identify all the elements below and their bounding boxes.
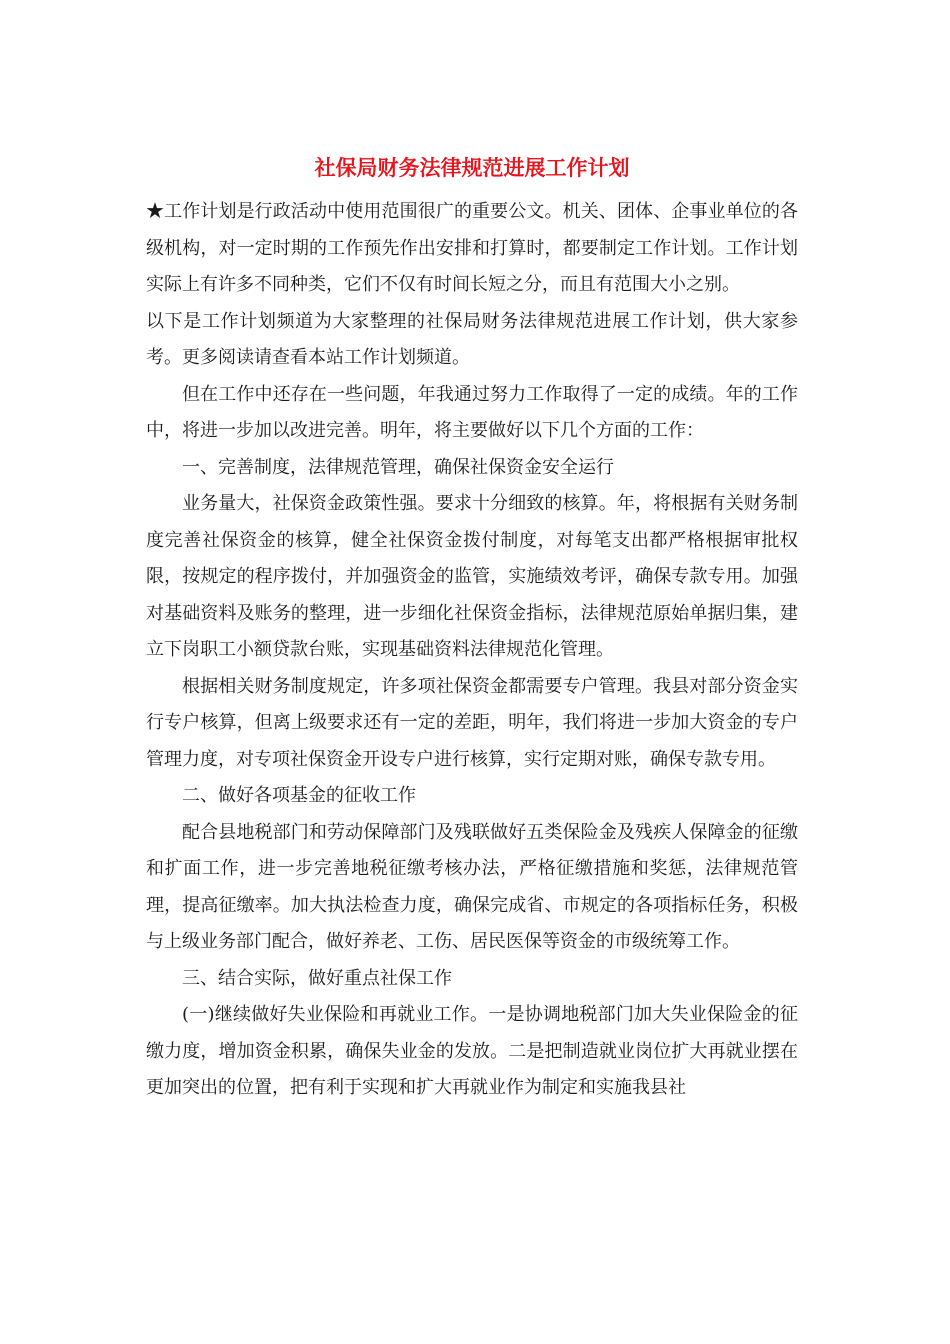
section-heading-1: 一、完善制度，法律规范管理，确保社保资金安全运行: [182, 456, 614, 478]
paragraph-section-1-b: 根据相关财务制度规定，许多项社保资金都需要专户管理。我县对部分资金实行专户核算，但离上级要求还有一定的差距，明年，我们将进一步加大资金的专户管理力度，对专项社保资金开设专户进行核算，实行定期对账，确保专款专用。: [146, 675, 798, 770]
section-heading-3: 三、结合实际，做好重点社保工作: [182, 967, 452, 989]
section-heading-2: 二、做好各项基金的征收工作: [182, 785, 416, 806]
document-body: [146, 150, 798, 1107]
paragraph-overview: 但在工作中还存在一些问题，年我通过努力工作取得了一定的成绩。年的工作中，将进一步加以改进完善。明年，将主要做好以下几个方面的工作：: [146, 383, 798, 441]
paragraph-intro: ★工作计划是行政活动中使用范围很广的重要公文。机关、团体、企事业单位的各级机构，对一定时期的工作预先作出安排和打算时，都要制定工作计划。工作计划实际上有许多不同种类，它们不仅有时间长短之分，而且有范围大小之别。: [146, 201, 798, 295]
paragraph-source-note: 以下是工作计划频道为大家整理的社保局财务法律规范进展工作计划，供大家参考。更多阅读请查看本站工作计划频道。: [146, 310, 798, 368]
document-title: 社保局财务法律规范进展工作计划: [314, 155, 630, 180]
paragraph-section-3-a: (一)继续做好失业保险和再就业工作。一是协调地税部门加大失业保险金的征缴力度，增加资金积累，确保失业金的发放。二是把制造就业岗位扩大再就业摆在更加突出的位置，把有利于实现和扩大再就业作为制定和实施我县社: [146, 1004, 798, 1098]
paragraph-section-2: 配合县地税部门和劳动保障部门及残联做好五类保险金及残疾人保障金的征缴和扩面工作，进一步完善地税征缴考核办法，严格征缴措施和奖惩，法律规范管理，提高征缴率。加大执法检查力度，确保完成省、市规定的各项指标任务，积极与上级业务部门配合，做好养老、工伤、居民医保等资金的市级统筹工作。: [146, 821, 798, 952]
paragraph-section-1-a: 业务量大，社保资金政策性强。要求十分细致的核算。年，将根据有关财务制度完善社保资金的核算，健全社保资金拨付制度，对每笔支出都严格根据审批权限，按规定的程序拨付，并加强资金的监管，实施绩效考评，确保专款专用。加强对基础资料及账务的整理，进一步细化社保资金指标，法律规范原始单据归集，建立下岗职工小额贷款台账，实现基础资料法律规范化管理。: [146, 493, 798, 660]
